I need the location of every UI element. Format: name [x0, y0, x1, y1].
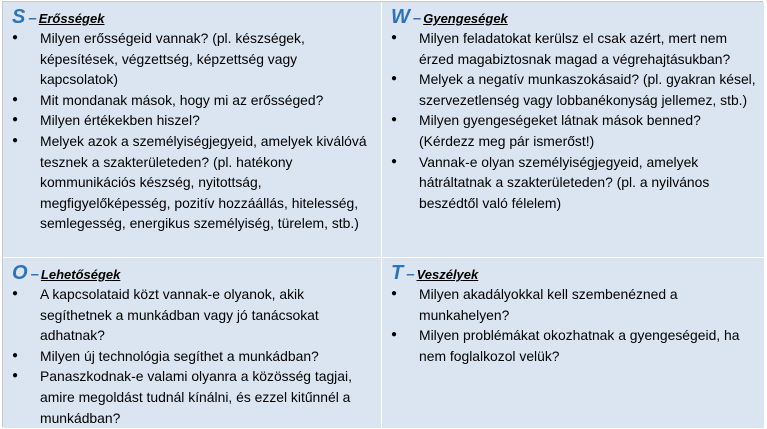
opportunities-cell: [3, 257, 381, 428]
list-item: [12, 110, 375, 131]
weaknesses-heading: [391, 6, 758, 28]
weaknesses-list: [391, 28, 758, 213]
swot-table: [2, 1, 763, 427]
strengths-list: [12, 28, 375, 234]
list-item: [391, 152, 758, 214]
strengths-letter: S: [12, 6, 26, 28]
list-item: [391, 325, 758, 366]
item-text: Milyen értékekben hiszel?: [40, 112, 200, 129]
bullet-icon: ●: [12, 349, 19, 361]
bullet-icon: ●: [12, 134, 19, 146]
bullet-icon: ●: [391, 73, 398, 85]
opportunities-letter: O: [12, 262, 28, 284]
threats-cell: [381, 257, 764, 428]
opportunities-title: Lehetőségek: [40, 267, 121, 282]
threats-dash: –: [406, 266, 415, 283]
list-item: [12, 90, 375, 111]
item-text: Milyen problémákat okozhatnak a gyengeségeid, ha nem foglalkozol velük?: [419, 327, 740, 364]
item-text: Panaszkodnak-e valami olyanra a közösség tagjai, amire megoldást tudnál kínálni, és ezzel kitűnnél a munkádban?: [40, 368, 352, 426]
item-text: Milyen gyengeségeket látnak mások benned? (Kérdezz meg pár ismerőst!): [419, 112, 701, 149]
item-text: A kapcsolataid közt vannak-e olyanok, akik segíthetnek a munkádban vagy jó tanácsokat adhatnak?: [40, 286, 319, 344]
threats-list: [391, 284, 758, 366]
list-item: [391, 284, 758, 325]
weaknesses-cell: [381, 2, 764, 257]
bullet-icon: ●: [391, 114, 398, 126]
strengths-title: Erősségek: [38, 11, 105, 26]
strengths-dash: –: [28, 10, 37, 27]
opportunities-heading: [12, 262, 375, 284]
list-item: [12, 284, 375, 346]
list-item: [391, 110, 758, 151]
bullet-icon: ●: [12, 288, 19, 299]
bullet-icon: ●: [391, 288, 398, 299]
weaknesses-dash: –: [412, 10, 422, 27]
bullet-icon: ●: [12, 32, 19, 43]
list-item: [12, 131, 375, 234]
bullet-icon: ●: [12, 114, 19, 126]
opportunities-dash: –: [30, 266, 39, 283]
threats-title: Veszélyek: [416, 267, 479, 282]
bullet-icon: ●: [391, 32, 398, 43]
bullet-icon: ●: [12, 93, 19, 105]
item-text: Milyen erősségeid vannak? (pl. készségek, képesítések, végzettség, képzettség vagy kapcsolatok): [40, 30, 305, 88]
strengths-cell: [3, 2, 381, 257]
bullet-icon: ●: [12, 370, 19, 382]
item-text: Melyek azok a személyiségjegyeid, amelyek kiválóvá tesznek a szakterületeden? (pl. hatékony kommunikációs készség, nyitottság, megfigyelőképesség, pozitív hozzáállás, hitelesség, semlegesség, energikus személyiség, türelem, stb.): [40, 132, 367, 232]
item-text: Milyen akadályokkal kell szembenézned a munkahelyen?: [419, 286, 678, 323]
item-text: Vannak-e olyan személyiségjegyeid, amelyek hátráltatnak a szakterületeden? (pl. a nyilvános beszédtől való félelem): [419, 153, 710, 211]
list-item: [12, 346, 375, 367]
item-text: Mit mondanak mások, hogy mi az erősséged?: [40, 91, 324, 108]
list-item: [391, 28, 758, 69]
opportunities-list: [12, 284, 375, 428]
weaknesses-title: Gyengeségek: [423, 11, 508, 26]
item-text: Milyen feladatokat kerülsz el csak azért, mert nem érzed magabiztosnak magad a végrehajtásukban?: [419, 30, 731, 67]
list-item: [391, 69, 758, 110]
item-text: Melyek a negatív munkaszokásaid? (pl. gyakran késel, szervezetlenség vagy lobbanékonyság jellemez, stb.): [419, 71, 756, 108]
weaknesses-letter: W: [391, 6, 410, 28]
threats-letter: T: [391, 262, 404, 284]
bullet-icon: ●: [391, 329, 398, 341]
threats-heading: [391, 262, 758, 284]
item-text: Milyen új technológia segíthet a munkádban?: [40, 347, 319, 364]
bullet-icon: ●: [391, 155, 398, 167]
list-item: [12, 28, 375, 90]
list-item: [12, 366, 375, 428]
strengths-heading: [12, 6, 375, 28]
